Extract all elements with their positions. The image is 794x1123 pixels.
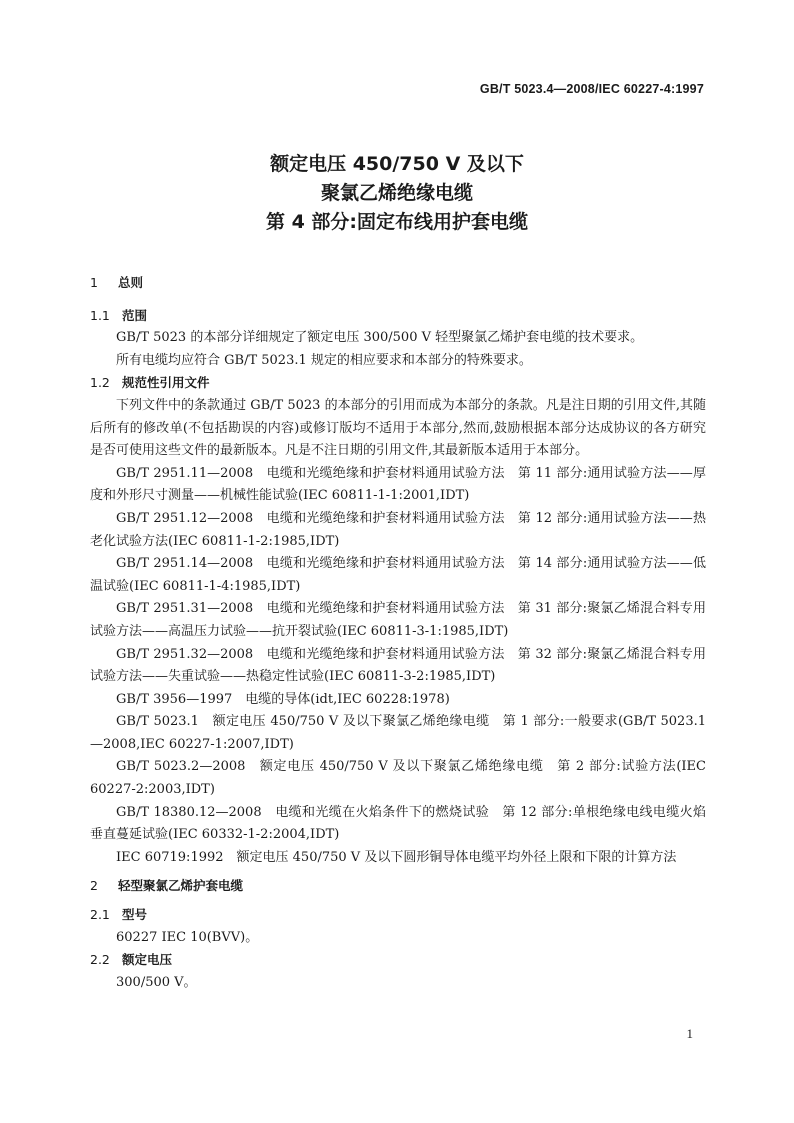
section-title: 轻型聚氯乙烯护套电缆 — [118, 878, 244, 894]
paragraph: 300/500 V。 — [116, 974, 197, 990]
paragraph: 所有电缆均应符合 GB/T 5023.1 规定的相应要求和本部分的特殊要求。 — [116, 352, 532, 368]
section-number: 2 — [90, 878, 98, 894]
title-line-2: 聚氯乙烯绝缘电缆 — [320, 182, 473, 204]
section-heading-1 — [90, 272, 706, 295]
section-number: 2.1 — [90, 907, 110, 923]
section-heading-2-2 — [90, 949, 706, 972]
reference-item: GB/T 2951.31—2008 电缆和光缆绝缘和护套材料通用试验方法 第 31 部分:聚氯乙烯混合料专用试验方法——高温压力试验——抗开裂试验(IEC 60811-3-1:1985,IDT) — [90, 601, 706, 639]
section-title: 总则 — [118, 275, 144, 290]
standard-code-header: GB/T 5023.4—2008/IEC 60227-4:1997 — [479, 82, 704, 96]
paragraph: 下列文件中的条款通过 GB/T 5023 的本部分的引用而成为本部分的条款。凡是注日期的引用文件,其随后所有的修改单(不包括勘误的内容)或修订版均不适用于本部分,然而,鼓励根据本部分达成协议的各方研究是否可使用这些文件的最新版本。凡是不注日期的引用文件,其最新版本适用于本部分。 — [90, 397, 706, 459]
section-number: 2.2 — [90, 952, 110, 968]
section-title: 型号 — [122, 907, 148, 923]
reference-item: GB/T 5023.1 额定电压 450/750 V 及以下聚氯乙烯绝缘电缆 第 1 部分:一般要求(GB/T 5023.1—2008,IEC 60227-1:2007,IDT) — [90, 714, 706, 752]
reference-item: GB/T 2951.11—2008 电缆和光缆绝缘和护套材料通用试验方法 第 11 部分:通用试验方法——厚度和外形尺寸测量——机械性能试验(IEC 60811-1-1:2001,IDT) — [90, 465, 706, 504]
title-line-3: 第 4 部分:固定布线用护套电缆 — [265, 211, 529, 233]
document-body — [90, 272, 706, 994]
reference-item: GB/T 18380.12—2008 电缆和光缆在火焰条件下的燃烧试验 第 12 部分:单根绝缘电线电缆火焰垂直蔓延试验(IEC 60332-1-2:2004,IDT) — [90, 804, 706, 843]
section-heading-1-1 — [90, 305, 706, 328]
section-heading-2-1 — [90, 904, 706, 927]
section-number: 1 — [90, 275, 98, 290]
section-title: 规范性引用文件 — [122, 375, 210, 391]
title-line-1: 额定电压 450/750 V 及以下 — [270, 153, 524, 175]
section-title: 额定电压 — [122, 952, 173, 968]
section-heading-2 — [90, 875, 706, 898]
paragraph: GB/T 5023 的本部分详细规定了额定电压 300/500 V 轻型聚氯乙烯护套电缆的技术要求。 — [116, 330, 644, 346]
reference-item: GB/T 2951.14—2008 电缆和光缆绝缘和护套材料通用试验方法 第 14 部分:通用试验方法——低温试验(IEC 60811-1-4:1985,IDT) — [90, 556, 706, 594]
page-number: 1 — [686, 1026, 693, 1041]
reference-item: GB/T 5023.2—2008 额定电压 450/750 V 及以下聚氯乙烯绝缘电缆 第 2 部分:试验方法(IEC 60227-2:2003,IDT) — [90, 759, 706, 798]
reference-item: GB/T 2951.32—2008 电缆和光缆绝缘和护套材料通用试验方法 第 32 部分:聚氯乙烯混合料专用试验方法——失重试验——热稳定性试验(IEC 60811-3-2:1985,IDT) — [90, 646, 706, 685]
section-number: 1.1 — [90, 307, 110, 323]
reference-item: IEC 60719:1992 额定电压 450/750 V 及以下圆形铜导体电缆平均外径上限和下限的计算方法 — [116, 849, 677, 865]
document-title — [0, 150, 794, 237]
reference-item: GB/T 3956—1997 电缆的导体(idt,IEC 60228:1978) — [116, 691, 450, 707]
reference-item: GB/T 2951.12—2008 电缆和光缆绝缘和护套材料通用试验方法 第 12 部分:通用试验方法——热老化试验方法(IEC 60811-1-2:1985,IDT) — [90, 510, 706, 549]
section-heading-1-2 — [90, 372, 706, 395]
section-title: 范围 — [122, 307, 148, 323]
paragraph: 60227 IEC 10(BVV)。 — [116, 929, 259, 945]
section-number: 1.2 — [90, 375, 110, 391]
